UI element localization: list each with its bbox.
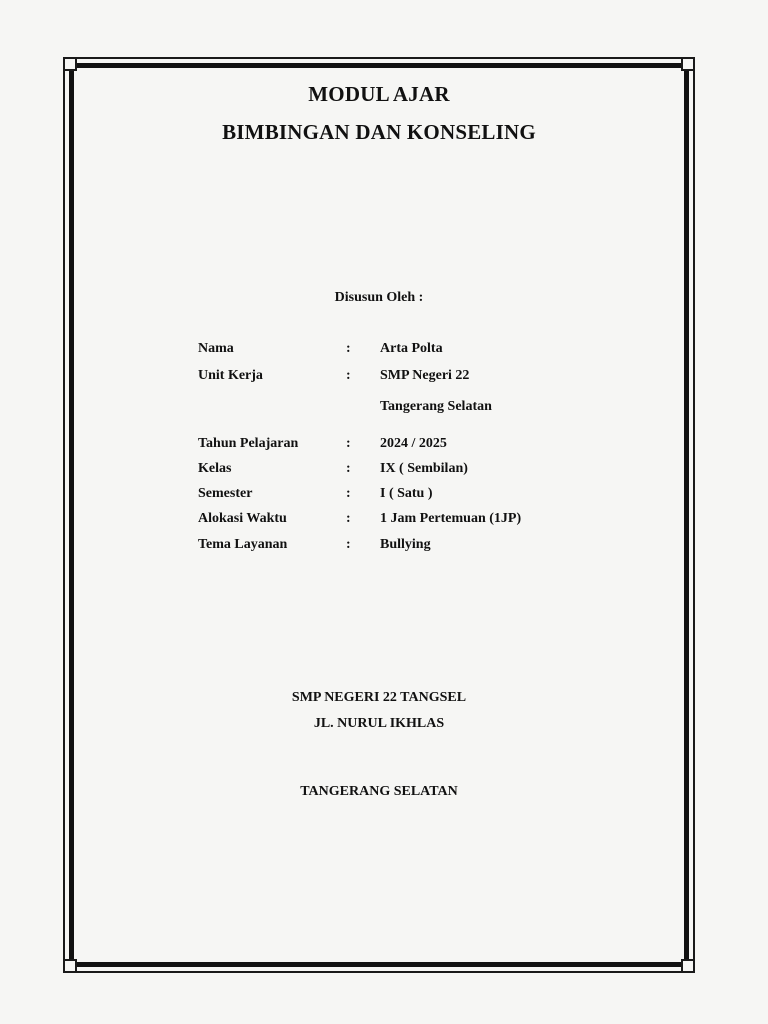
- info-label: Nama: [198, 341, 234, 356]
- info-label: Tema Layanan: [198, 537, 288, 552]
- info-label: Unit Kerja: [198, 368, 263, 383]
- info-colon: :: [346, 511, 351, 526]
- info-colon: :: [346, 341, 351, 356]
- info-value: IX ( Sembilan): [380, 461, 468, 476]
- info-value: Tangerang Selatan: [380, 399, 492, 414]
- info-value: Arta Polta: [380, 341, 443, 356]
- school-city: TANGERANG SELATAN: [300, 784, 458, 799]
- info-label: Semester: [198, 486, 253, 501]
- border-corner-ornament: [63, 57, 77, 71]
- info-row-tahun-pelajaran: [198, 436, 618, 456]
- info-row-alokasi-waktu: [198, 511, 618, 531]
- info-row-tema-layanan: [198, 537, 618, 557]
- info-colon: :: [346, 436, 351, 451]
- info-value: 2024 / 2025: [380, 436, 447, 451]
- info-value: Bullying: [380, 537, 431, 552]
- info-colon: :: [346, 368, 351, 383]
- info-row-unit-kerja-cont: [198, 399, 618, 419]
- document-title: MODUL AJAR: [308, 82, 450, 106]
- info-label: Alokasi Waktu: [198, 511, 287, 526]
- info-row-semester: [198, 486, 618, 506]
- school-address: JL. NURUL IKHLAS: [313, 716, 445, 731]
- info-colon: :: [346, 537, 351, 552]
- info-colon: :: [346, 461, 351, 476]
- info-row-nama: [198, 341, 618, 361]
- info-label: Kelas: [198, 461, 232, 476]
- info-row-unit-kerja: [198, 368, 618, 388]
- info-colon: :: [346, 486, 351, 501]
- border-corner-ornament: [681, 57, 695, 71]
- info-value: SMP Negeri 22: [380, 368, 470, 383]
- document-subtitle: BIMBINGAN DAN KONSELING: [222, 120, 536, 144]
- school-name: SMP NEGERI 22 TANGSEL: [291, 690, 467, 705]
- border-corner-ornament: [63, 959, 77, 973]
- info-value: 1 Jam Pertemuan (1JP): [380, 511, 522, 526]
- info-label: Tahun Pelajaran: [198, 436, 299, 451]
- border-corner-ornament: [681, 959, 695, 973]
- info-row-kelas: [198, 461, 618, 481]
- prepared-by-heading: Disusun Oleh :: [334, 290, 424, 305]
- info-value: I ( Satu ): [380, 486, 433, 501]
